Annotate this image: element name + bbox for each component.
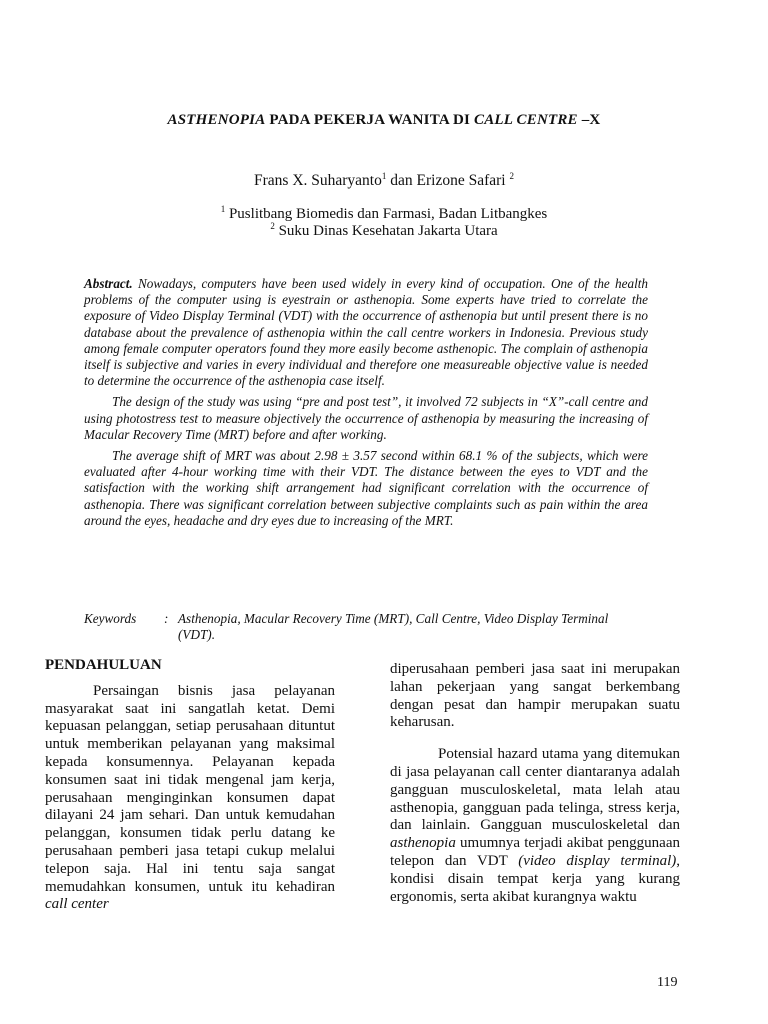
section-heading: PENDAHULUAN bbox=[45, 657, 162, 673]
abstract-paragraph-3: The average shift of MRT was about 2.98 ± 3.57 second within 68.1 % of the subjects, which were evaluated after 4-hour working time with their VDT. The distance between the eyes to VDT and the satisfaction with the working shift arrangement had significant correlation with the occurrence of asthenopia. There was significant correlation between subjective complaints such as pain within the area around the eyes, headache and dry eyes due to increasing of the MRT. bbox=[84, 448, 648, 528]
body-paragraph: Potensial hazard utama yang ditemukan di jasa pelayanan call center diantaranya adalah gangguan musculoskeletal, mata lelah atau asthenopia, gangguan pada telinga, stress kerja, dan lainlain. Gangguan musculoskeletal dan asthenopia umumnya terjadi akibat penggunaan telepon dan VDT (video display terminal), kondisi disain tempat kerja yang kurang ergonomis, serta akibat kurangnya waktu bbox=[390, 746, 680, 905]
body-paragraph: diperusahaan pemberi jasa saat ini merupakan lahan pekerjaan yang sangat berkembang dengan pesat dan hampir merupakan suatu keharusan. bbox=[390, 661, 680, 731]
abstract-paragraph-2: The design of the study was using “pre and post test”, it involved 72 subjects in “X”-call centre and using photostress test to measure objectively the occurrence of asthenopia by measuring the increasing of Macular Recovery Time (MRT) before and after working. bbox=[84, 394, 648, 442]
abstract bbox=[84, 276, 648, 529]
keywords: Keywords : Asthenopia, Macular Recovery Time (MRT), Call Centre, Video Display Terminal (VDT). bbox=[84, 611, 648, 643]
paper-title: ASTHENOPIA PADA PEKERJA WANITA DI CALL CENTRE –X bbox=[167, 112, 601, 128]
affiliation-2: $^2$ Suku Dinas Kesehatan Jakarta Utara bbox=[270, 221, 498, 239]
page-number: 119 bbox=[657, 975, 678, 990]
affiliations bbox=[0, 206, 768, 240]
keywords-label: Keywords bbox=[84, 611, 137, 626]
right-column bbox=[390, 661, 680, 906]
author-1: Frans X. Suharyanto bbox=[254, 172, 382, 189]
affiliation-1: $^1$ Puslitbang Biomedis dan Farmasi, Badan Litbangkes bbox=[220, 204, 548, 222]
body-paragraph: Persaingan bisnis jasa pelayanan masyarakat saat ini sangatlah ketat. Demi kepuasan pelanggan, setiap perusahaan dituntut untuk memberikan pelayanan yang maksimal kepada konsumennya. Pelayanan kepada konsumen saat ini tidak mengenal jam kerja, perusahaan menginginkan konsumen dapat dilayani 24 jam sehari. Dan untuk kemudahan pelanggan, konsumen tidak perlu datang ke perusahaan pemberi jasa tetapi cukup melalui telepon saja. Hal ini tentu saja sangat memudahkan konsumen, untuk itu kehadiran call center bbox=[45, 682, 335, 913]
left-column bbox=[45, 657, 335, 914]
author-2: Erizone Safari bbox=[416, 172, 510, 189]
abstract-label: Abstract. bbox=[84, 276, 133, 291]
keywords-text: Asthenopia, Macular Recovery Time (MRT), Call Centre, Video Display Terminal (VDT). bbox=[178, 611, 609, 642]
abstract-paragraph-1: Abstract. Nowadays, computers have been used widely in every kind of occupation. One of the health problems of the computer using is eyestrain or asthenopia. Some experts have tried to correlate the exposure of Video Display Terminal (VDT) with the occurrence of asthenopia but until present there is no database about the prevalence of asthenopia within the call centre workers in Indonesia. Previous study among female computer operators found they more easily become asthenopic. The complain of asthenopia itself is subjective and varies in every individual and therefore one measureable objective value is needed to determine the occurrence of the asthenopia case itself. bbox=[84, 276, 648, 389]
author-line: Frans X. Suharyanto$^1$ dan Erizone Safari $^2$ bbox=[254, 170, 514, 189]
